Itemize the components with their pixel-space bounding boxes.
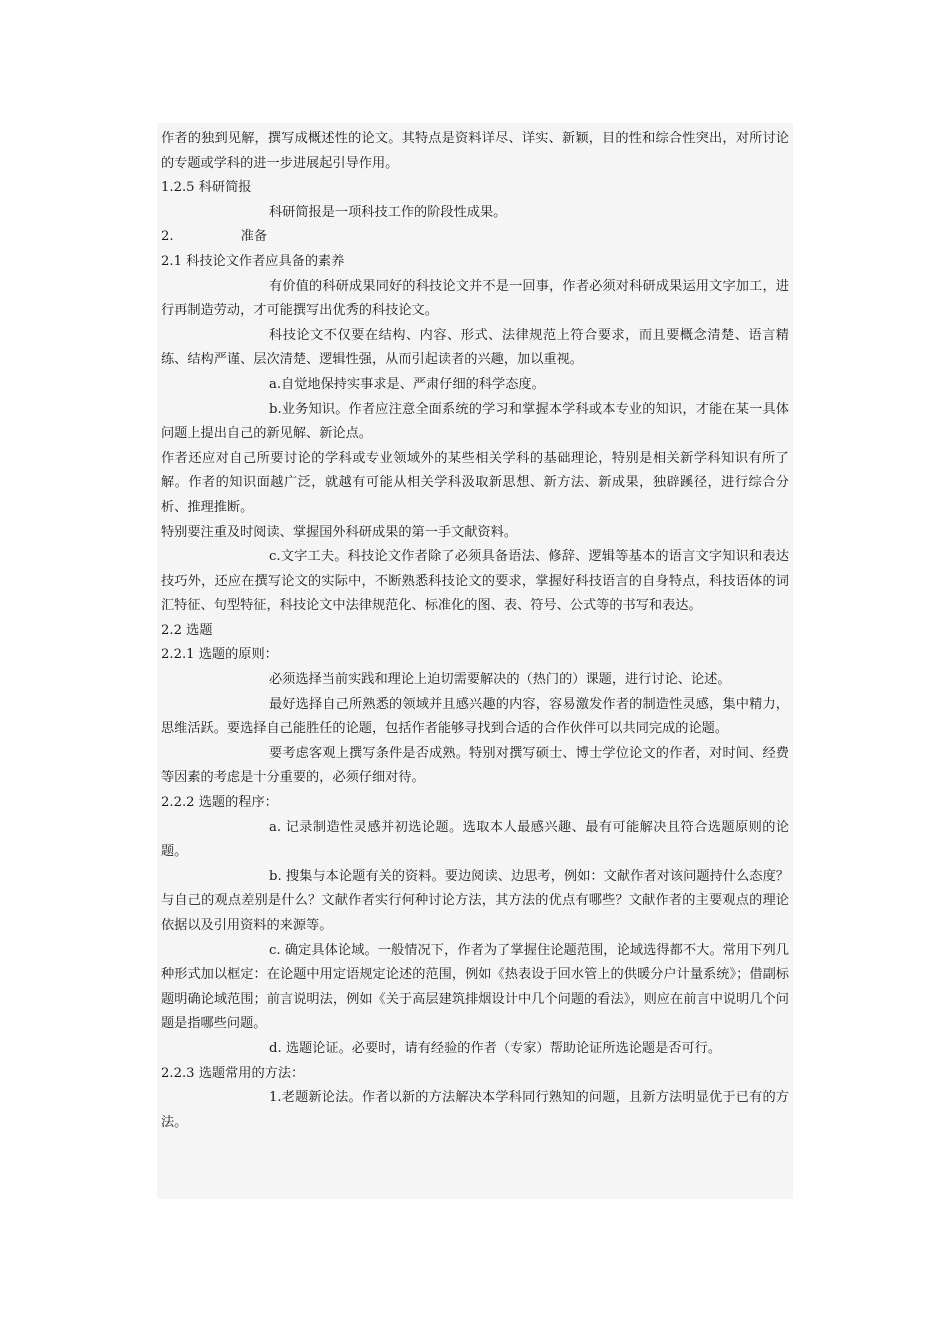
section-heading: 2.1 科技论文作者应具备的素养 [161,253,345,269]
section-heading: 2.2 选题 [161,622,213,638]
paragraph: c.文字工夫。科技论文作者除了必须具备语法、修辞、逻辑等基本的语言文字知识和表达技巧外，还应在撰写论文的实际中，不断熟悉科技论文的要求，掌握好科技语言的自身特点，科技语体的词汇特征、句型特征，科技论文中法律规范化、标准化的图、表、符号、公式等的书写和表达。 [161,549,789,614]
section-heading: 2.2.1 选题的原则： [161,647,278,663]
document-body [161,127,789,1135]
paragraph: c. 确定具体论域。一般情况下，作者为了掌握住论题范围，论域选得都不大。常用下列几种形式加以框定：在论题中用定语规定论述的范围，例如《热表设于回水管上的供暖分户计量系统》；借副标题明确论域范围；前言说明法，例如《关于高层建筑排烟设计中几个问题的看法》，则应在前言中说明几个问题是指哪些问题。 [161,942,789,1032]
paragraph: 要考虑客观上撰写条件是否成熟。特别对撰写硕士、博士学位论文的作者，对时间、经费等因素的考虑是十分重要的，必须仔细对待。 [161,745,789,786]
paragraph: 作者的独到见解，撰写成概述性的论文。其特点是资料详尽、详实、新颖，目的性和综合性突出，对所讨论的专题或学科的进一步进展起引导作用。 [161,131,789,171]
section-heading: 2.2.3 选题常用的方法： [161,1065,305,1081]
paragraph: d. 选题论证。必要时，请有经验的作者（专家）帮助论证所选论题是否可行。 [269,1040,722,1056]
paragraph: 必须选择当前实践和理论上迫切需要解决的（热门的）课题，进行讨论、论述。 [269,672,731,688]
paragraph: 1.老题新论法。作者以新的方法解决本学科同行熟知的问题，且新方法明显优于已有的方法。 [161,1090,789,1130]
paragraph: b. 搜集与本论题有关的资料。要边阅读、边思考，例如：文献作者对该问题持什么态度？与自己的观点差别是什么？文献作者实行何种讨论方法，其方法的优点有哪些？文献作者的主要观点的理论依据以及引用资料的来源等。 [161,868,789,933]
section-heading: 1.2.5 科研简报 [161,180,252,196]
paragraph: 特别要注重及时阅读、掌握国外科研成果的第一手文献资料。 [161,524,518,540]
section-heading: 2. 准备 [161,229,268,245]
paragraph: 有价值的科研成果同好的科技论文并不是一回事，作者必须对科研成果运用文字加工，进行再制造劳动，才可能撰写出优秀的科技论文。 [161,278,789,319]
paragraph: 科技论文不仅要在结构、内容、形式、法律规范上符合要求，而且要概念清楚、语言精练、结构严谨、层次清楚、逻辑性强，从而引起读者的兴趣，加以重视。 [161,327,789,368]
paragraph: 科研简报是一项科技工作的阶段性成果。 [269,204,507,220]
paragraph: 最好选择自己所熟悉的领域并且感兴趣的内容，容易激发作者的制造性灵感，集中精力，思维活跃。要选择自己能胜任的论题，包括作者能够寻找到合适的合作伙伴可以共同完成的论题。 [161,696,789,737]
paragraph: a. 记录制造性灵感并初选论题。选取本人最感兴趣、最有可能解决且符合选题原则的论题。 [161,819,789,860]
paragraph: a.自觉地保持实事求是、严肃仔细的科学态度。 [269,376,545,392]
paragraph: b.业务知识。作者应注意全面系统的学习和掌握本学科或本专业的知识，才能在某一具体问题上提出自己的新见解、新论点。 [161,401,789,442]
section-heading: 2.2.2 选题的程序： [161,795,278,811]
paragraph: 作者还应对自己所要讨论的学科或专业领域外的某些相关学科的基础理论，特别是相关新学科知识有所了解。作者的知识面越广泛，就越有可能从相关学科汲取新思想、新方法、新成果，独辟蹊径，进行综合分析、推理推断。 [161,450,789,515]
